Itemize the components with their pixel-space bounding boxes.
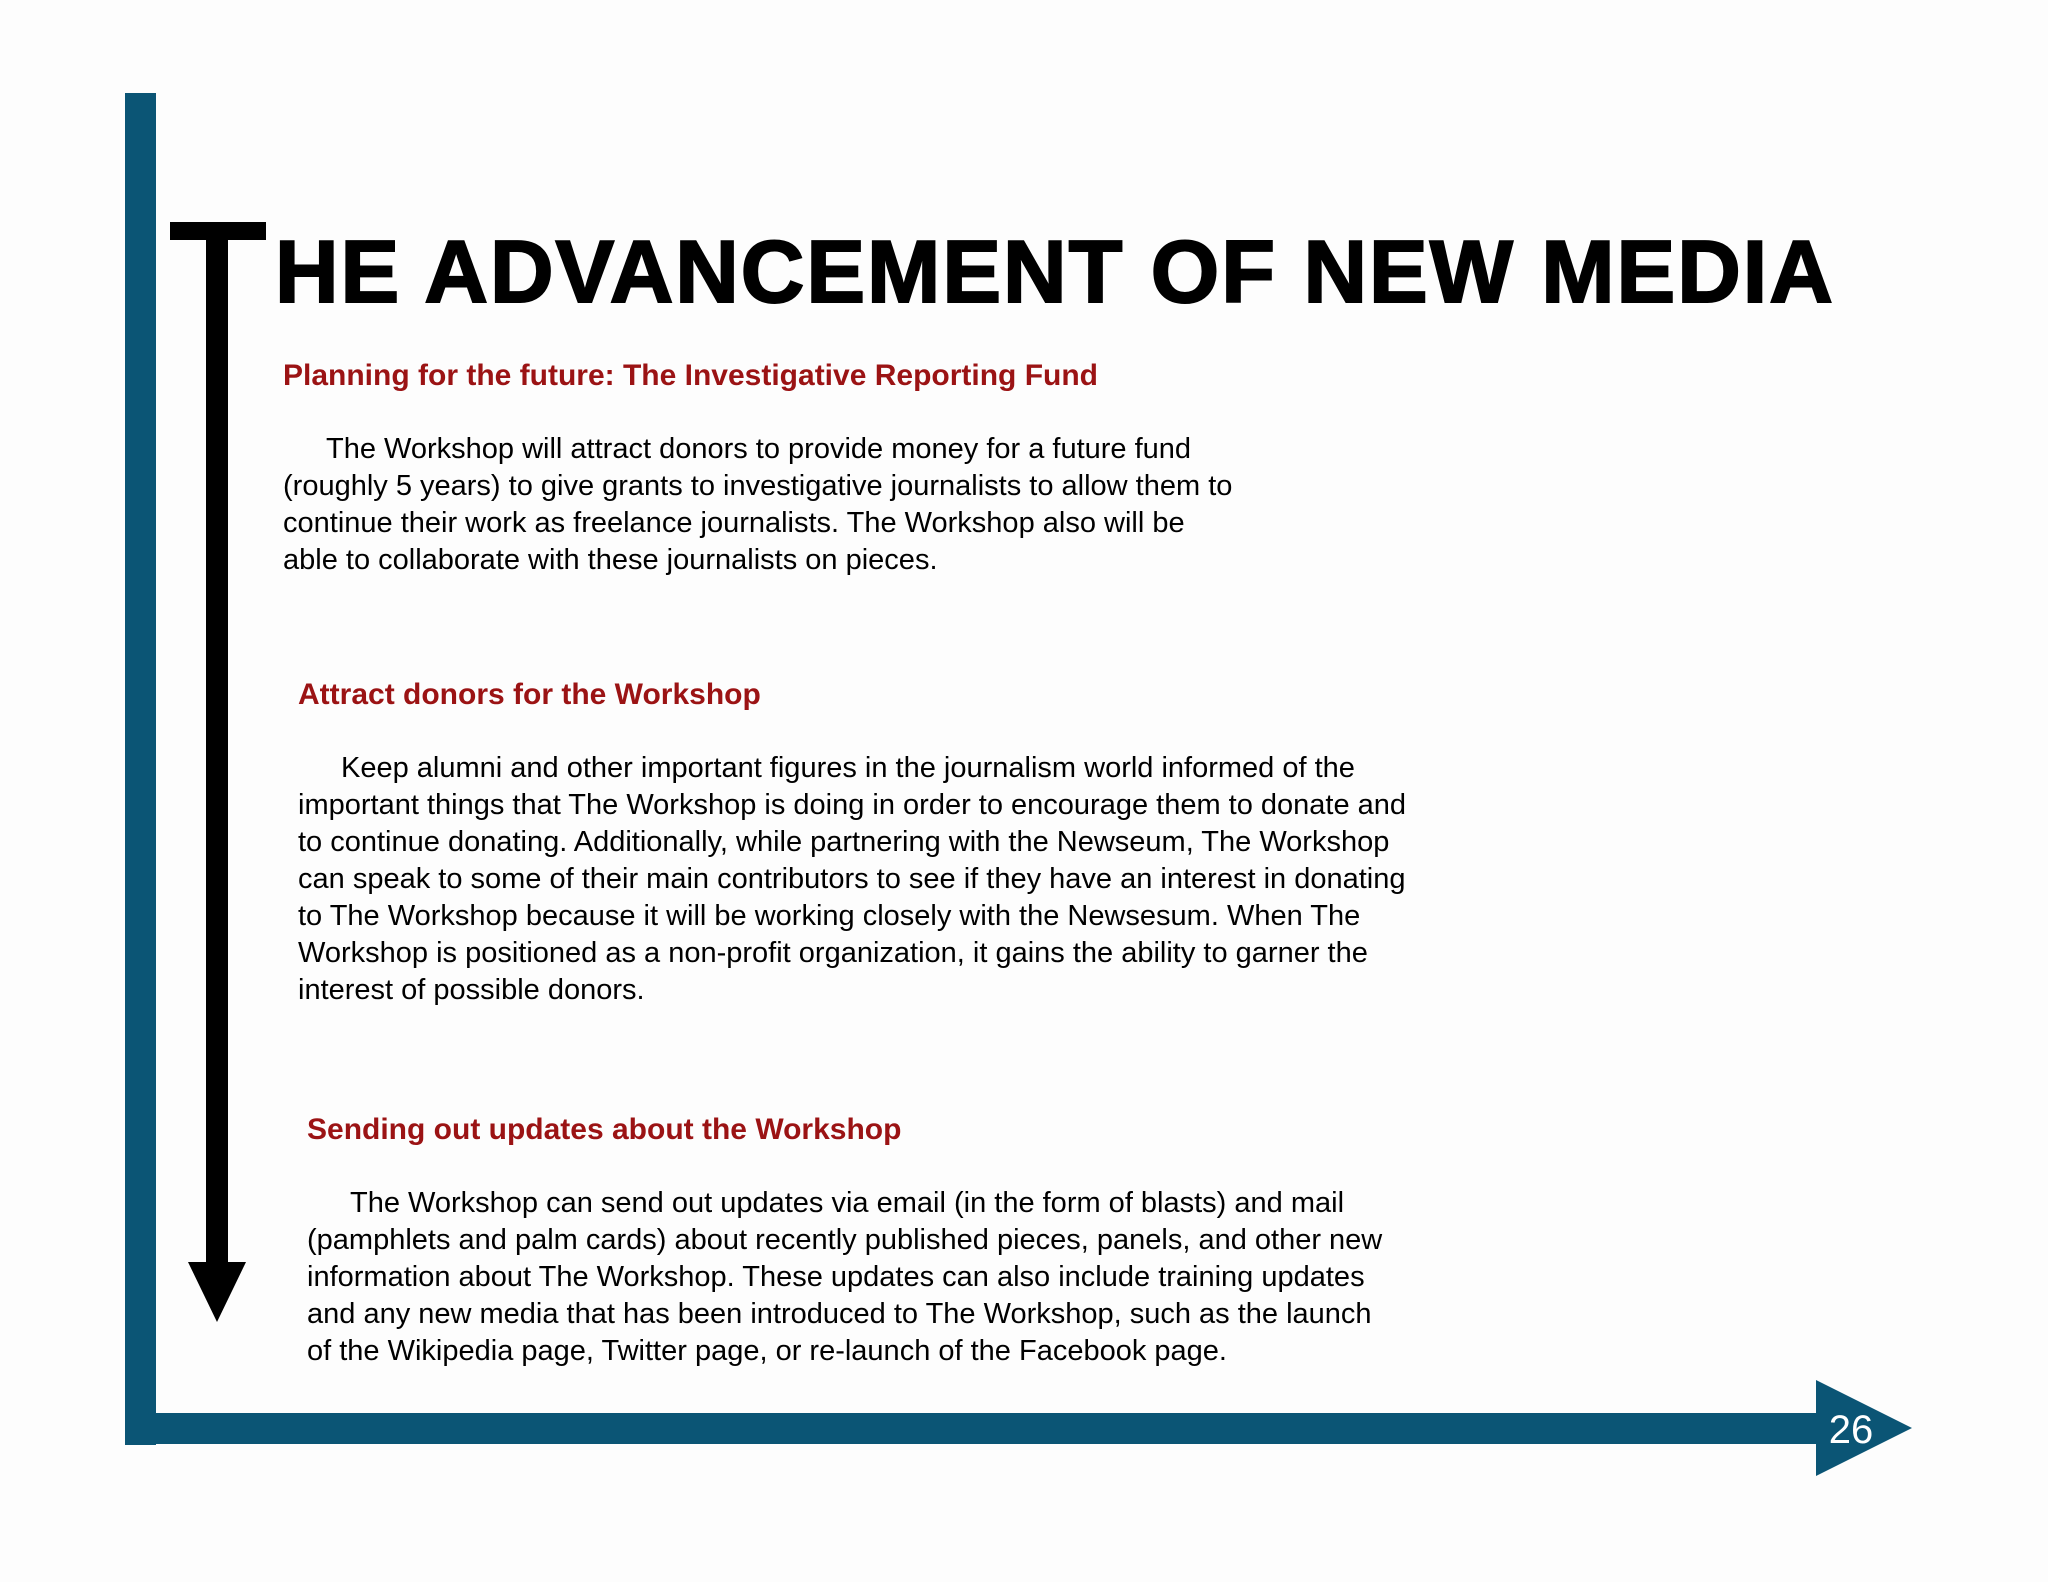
section-investigative-fund — [283, 358, 1383, 579]
section-heading: Sending out updates about the Workshop — [307, 1113, 902, 1146]
section-heading: Planning for the future: The Investigative Reporting Fund — [283, 359, 1099, 392]
section-sending-updates — [307, 1112, 1527, 1370]
arrow-down-icon — [188, 1262, 246, 1322]
section-body: The Workshop can send out updates via email (in the form of blasts) and mail (pamphlets and palm cards) about recently published pieces, panels, and other new information about The Workshop. These updates can also include training updates and any new media that has been introduced to The Workshop, such as the launch of the Wikipedia page, Twitter page, or re-launch of the Facebook page. — [307, 1187, 1383, 1367]
page-number: 26 — [1828, 1408, 1874, 1452]
section-heading: Attract donors for the Workshop — [298, 678, 761, 711]
frame-vertical-bar — [125, 93, 156, 1445]
page-title: HE ADVANCEMENT OF NEW MEDIA — [275, 222, 1835, 321]
section-attract-donors — [298, 677, 1538, 1009]
frame-horizontal-bar — [125, 1413, 1820, 1444]
section-body: Keep alumni and other important figures in the journalism world informed of the important things that The Workshop is doing in order to encourage them to donate and to continue donating. Additionally, while partnering with the Newseum, The Workshop can speak to some of their main contributors to see if they have an interest in donating to The Workshop because it will be working closely with the Newsesum. When The Workshop is positioned as a non-profit organization, it gains the ability to garner the interest of possible donors. — [298, 752, 1407, 1006]
section-body: The Workshop will attract donors to provide money for a future fund (roughly 5 years) to give grants to investigative journalists to allow them to continue their work as freelance journalists. The Workshop also will be able to collaborate with these journalists on pieces. — [283, 433, 1233, 576]
t-arrow-stem — [206, 222, 228, 1270]
